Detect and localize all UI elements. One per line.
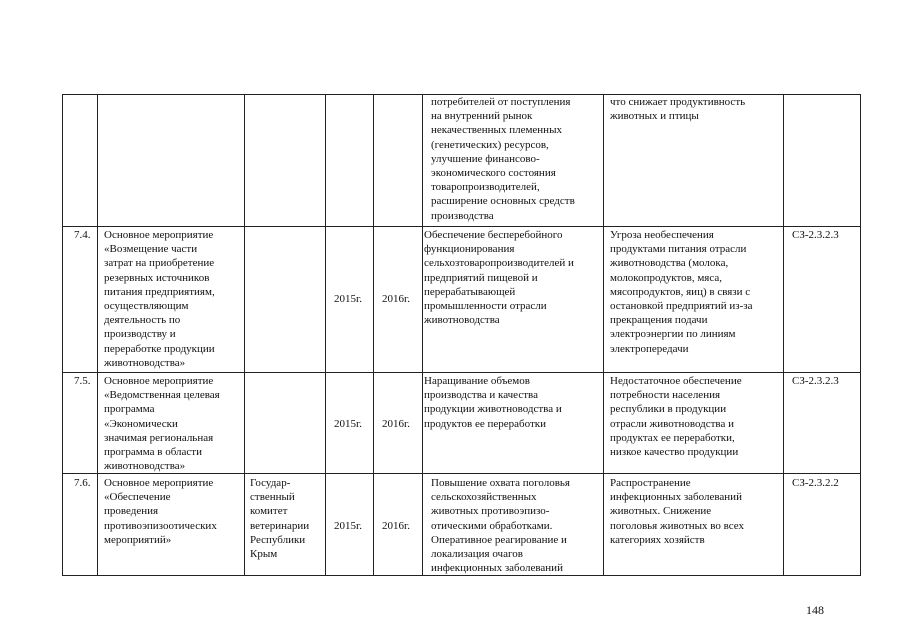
column-line xyxy=(325,94,326,576)
column-line xyxy=(62,94,63,576)
consequence-cell: Недостаточное обеспечение потребности населения республики в продукции отрасли животноводства и продуктах ее переработки, низкое качество продукции xyxy=(610,375,742,459)
row-number: 7.5. xyxy=(74,375,91,387)
code-cell: СЗ-2.3.2.3 xyxy=(792,375,839,387)
column-line xyxy=(783,94,784,576)
start-year: 2015г. xyxy=(334,293,363,305)
column-line xyxy=(603,94,604,576)
row-number: 7.4. xyxy=(74,229,91,241)
row-line xyxy=(62,226,860,227)
event-cell: Основное мероприятие «Обеспечение проведения противоэпизоотических мероприятий» xyxy=(104,477,217,546)
end-year: 2016г. xyxy=(382,293,411,305)
row-number: 7.6. xyxy=(74,477,91,489)
result-cell: Обеспечение бесперебойного функционирования сельхозтоваропроизводителей и предприятий пищевой и перерабатывающей промышленности отрасли животноводства xyxy=(424,229,574,327)
consequence-cell: Угроза необеспечения продуктами питания отрасли животноводства (молока, молокопродуктов, мяса, мясопродуктов, яиц) в связи с остановкой предприятий из-за прекращения подачи электроэнергии по линиям электропередачи xyxy=(610,229,753,355)
row-line xyxy=(62,372,860,373)
end-year: 2016г. xyxy=(382,520,411,532)
column-line xyxy=(422,94,423,576)
column-line xyxy=(97,94,98,576)
event-cell: Основное мероприятие «Ведомственная целевая программа «Экономически значимая региональная программа в области животноводства» xyxy=(104,375,220,473)
column-line xyxy=(373,94,374,576)
consequence-cell: Распространение инфекционных заболеваний животных. Снижение поголовья животных во всех категориях хозяйств xyxy=(610,477,745,546)
start-year: 2015г. xyxy=(334,418,363,430)
start-year: 2015г. xyxy=(334,520,363,532)
consequence-cell: что снижает продуктивность животных и птицы xyxy=(610,96,746,123)
result-cell: Повышение охвата поголовья сельскохозяйственных животных противоэпизо- отическими обработками. Оперативное реагирование и локализация очагов инфекционных заболеваний xyxy=(431,477,570,575)
event-cell: Основное мероприятие «Возмещение части затрат на приобретение резервных источников питания предприятиям, осуществляющим деятельность по производству и переработке продукции животноводства» xyxy=(104,229,215,369)
code-cell: СЗ-2.3.2.3 xyxy=(792,229,839,241)
result-cell: Наращивание объемов производства и качества продукции животноводства и продуктов ее переработки xyxy=(424,375,562,430)
result-cell: потребителей от поступления на внутренний рынок некачественных племенных (генетических) ресурсов, улучшение финансово- экономического состояния товаропроизводителей, расширение основных средств производства xyxy=(431,96,575,222)
column-line xyxy=(244,94,245,576)
end-year: 2016г. xyxy=(382,418,411,430)
column-line xyxy=(860,94,861,576)
executor-cell: Государ- ственный комитет ветеринарии Республики Крым xyxy=(250,477,310,561)
page-number: 148 xyxy=(806,603,824,617)
code-cell: СЗ-2.3.2.2 xyxy=(792,477,839,489)
